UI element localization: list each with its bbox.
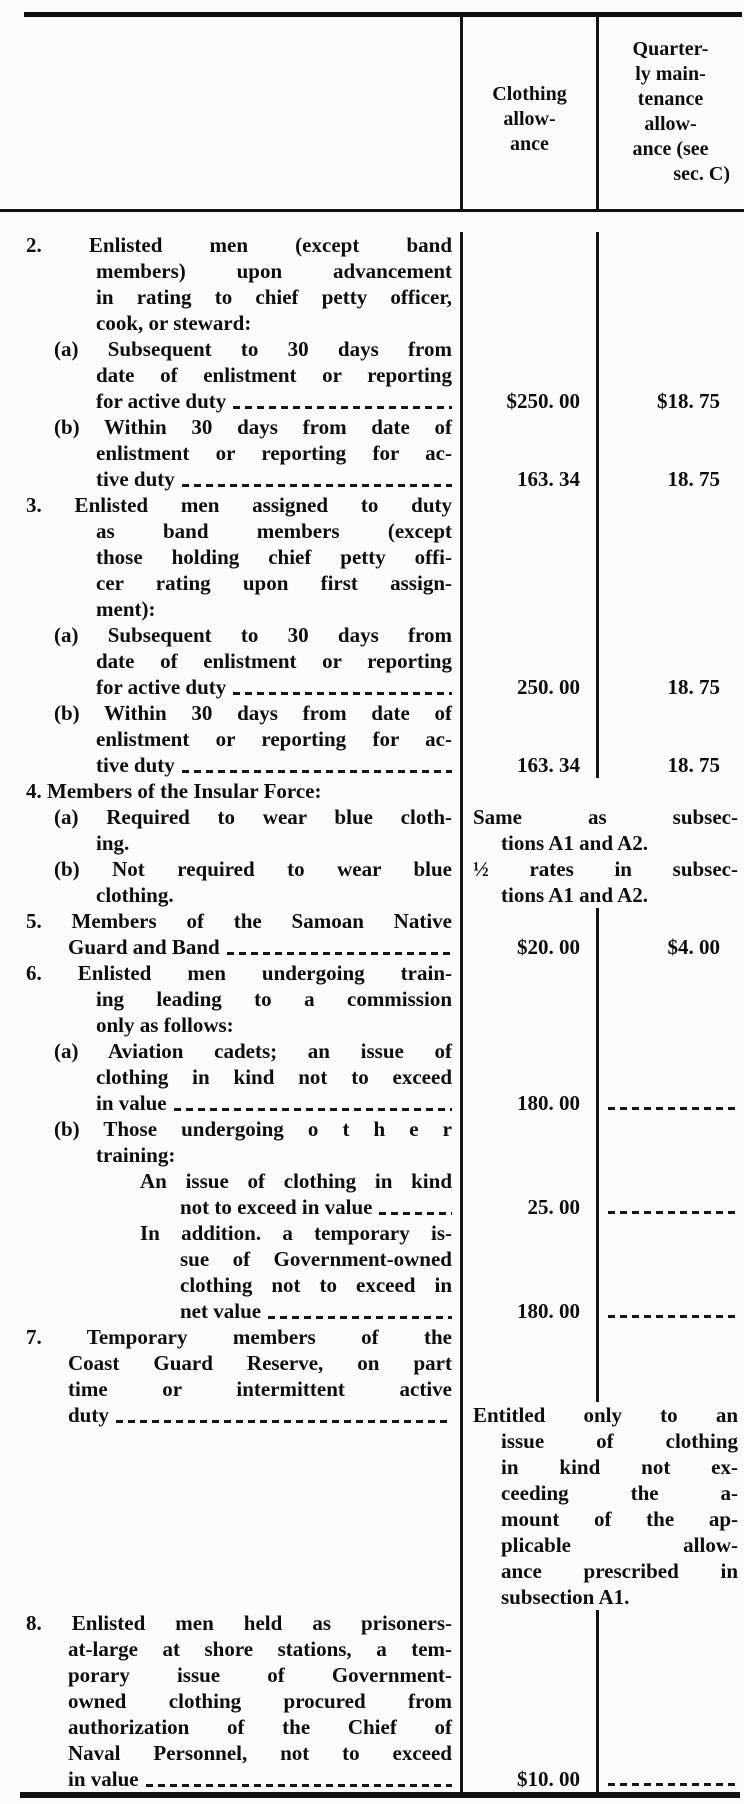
row-line: 8. Enlisted men held as prisoners- (26, 1611, 452, 1635)
item-3-header-row (0, 492, 744, 622)
row-line: those holding chief petty offi- (96, 545, 452, 569)
row-description (0, 778, 460, 804)
span-note-line: Same as subsec- (473, 805, 738, 829)
row-description (0, 232, 460, 336)
row-description (0, 336, 460, 414)
row-line: clothing. (96, 883, 174, 907)
item-7-upper-row (0, 1324, 744, 1402)
clothing-allowance-value: 163. 34 (517, 753, 580, 777)
maintenance-allowance-value: 18. 75 (667, 753, 720, 777)
spanning-note-cell (460, 778, 744, 804)
row-description (0, 1402, 460, 1610)
maintenance-allowance-cell (596, 492, 744, 622)
blank-entry-dash-leader (608, 1211, 738, 1214)
maintenance-allowance-value: 18. 75 (667, 467, 720, 491)
row-line (0, 1090, 452, 1116)
row-line: date of enlistment or reporting (96, 363, 452, 387)
row-line: clothing not to exceed in (180, 1273, 452, 1297)
row-line (0, 1194, 452, 1220)
span-note-line: ceeding the a- (501, 1481, 738, 1505)
item-6b-1-row (0, 1168, 744, 1220)
row-line-text: in value (68, 1767, 139, 1791)
item-2b-row (0, 414, 744, 492)
spanning-note-cell (460, 1402, 744, 1610)
row-description (0, 1220, 460, 1324)
item-4-header-row (0, 778, 744, 804)
dotted-leader (233, 406, 452, 409)
maintenance-allowance-cell (596, 1038, 744, 1116)
row-line: porary issue of Government- (68, 1663, 452, 1687)
row-line: 4. Members of the Insular Force: (26, 779, 322, 803)
row-description (0, 908, 460, 960)
header-line: Quarter- (632, 38, 709, 60)
item-2-header-row (0, 232, 744, 336)
row-line: clothing in kind not to exceed (96, 1065, 452, 1089)
row-description (0, 1610, 460, 1792)
dotted-leader (182, 484, 452, 487)
clothing-allowance-cell (460, 232, 596, 336)
maintenance-allowance-cell (596, 908, 744, 960)
row-line-text: tive duty (96, 467, 175, 491)
blank-entry-dash-leader (608, 1315, 738, 1318)
item-2a-row (0, 336, 744, 414)
clothing-allowance-cell (460, 492, 596, 622)
header-line: allow- (644, 113, 697, 135)
row-line: 3. Enlisted men assigned to duty (26, 493, 452, 517)
row-line: enlistment or reporting for ac- (96, 727, 452, 751)
row-line-text: in value (96, 1091, 167, 1115)
dotted-leader (227, 952, 452, 955)
row-description (0, 1116, 460, 1168)
row-line (0, 934, 452, 960)
row-line: ment): (96, 597, 156, 621)
maintenance-allowance-value: $4. 00 (667, 935, 720, 959)
clothing-allowance-value: $20. 00 (517, 935, 580, 959)
table-body (0, 212, 744, 1792)
span-note-line: plicable allow- (501, 1533, 738, 1557)
item-6-header-row (0, 960, 744, 1038)
clothing-allowance-value: 250. 00 (517, 675, 580, 699)
row-line: ing leading to a commission (96, 987, 452, 1011)
row-line: An issue of clothing in kind (140, 1169, 452, 1193)
spanning-note-cell (460, 856, 744, 908)
row-line (0, 1402, 452, 1428)
maintenance-allowance-cell (596, 336, 744, 414)
clothing-allowance-value: 180. 00 (517, 1091, 580, 1115)
row-line-text: Guard and Band (68, 935, 220, 959)
row-description (0, 492, 460, 622)
span-note-line: subsection A1. (501, 1585, 630, 1609)
item-7-lower-row (0, 1402, 744, 1610)
row-line: (a) Aviation cadets; an issue of (54, 1039, 452, 1063)
row-line: as band members (except (96, 519, 452, 543)
maintenance-allowance-value: $18. 75 (657, 389, 720, 413)
row-line: (a) Subsequent to 30 days from (54, 623, 452, 647)
header-clothing-allowance (460, 17, 596, 209)
item-6b-2-row (0, 1220, 744, 1324)
row-line-text: for active duty (96, 675, 227, 699)
clothing-allowance-cell (460, 960, 596, 1038)
maintenance-allowance-value: 18. 75 (667, 675, 720, 699)
row-line-text: for active duty (96, 389, 227, 413)
row-line: time or intermittent active (68, 1377, 452, 1401)
row-description (0, 700, 460, 778)
row-line: ing. (96, 831, 130, 855)
maintenance-allowance-cell (596, 1610, 744, 1792)
clothing-allowance-cell (460, 1038, 596, 1116)
header-line: ly main- (635, 63, 706, 85)
row-line: owned clothing procured from (68, 1689, 452, 1713)
maintenance-allowance-cell (596, 622, 744, 700)
span-note-line: tions A1 and A2. (501, 883, 649, 907)
header-line: ance (see (632, 138, 709, 160)
row-description (0, 960, 460, 1038)
row-line: enlistment or reporting for ac- (96, 441, 452, 465)
row-line: 6. Enlisted men undergoing train- (26, 961, 452, 985)
blank-entry-dash-leader (608, 1783, 738, 1786)
row-line-text: duty (68, 1403, 109, 1427)
row-line-text: not to exceed in value (180, 1195, 373, 1219)
clothing-allowance-cell (460, 336, 596, 414)
row-line: 7. Temporary members of the (26, 1325, 452, 1349)
row-line: (a) Subsequent to 30 days from (54, 337, 452, 361)
maintenance-allowance-cell (596, 1116, 744, 1168)
row-line: (b) Not required to wear blue (54, 857, 452, 881)
row-line (0, 752, 452, 778)
row-line-text: tive duty (96, 753, 175, 777)
blank-entry-dash-leader (608, 1107, 738, 1110)
row-line: authorization of the Chief of (68, 1715, 452, 1739)
span-note-line: tions A1 and A2. (501, 831, 649, 855)
row-line (0, 674, 452, 700)
maintenance-allowance-cell (596, 414, 744, 492)
span-note-line: Entitled only to an (473, 1403, 738, 1427)
maintenance-allowance-cell (596, 700, 744, 778)
row-description (0, 804, 460, 856)
clothing-allowance-cell (460, 1324, 596, 1402)
clothing-allowance-value: 180. 00 (517, 1299, 580, 1323)
span-note-line: mount of the ap- (501, 1507, 738, 1531)
span-note-line: issue of clothing (501, 1429, 738, 1453)
row-description (0, 622, 460, 700)
dotted-leader (146, 1784, 452, 1787)
row-line: cer rating upon first assign- (96, 571, 452, 595)
row-line (0, 466, 452, 492)
dotted-leader (233, 692, 452, 695)
maintenance-allowance-cell (596, 960, 744, 1038)
clothing-allowance-cell (460, 908, 596, 960)
row-line: only as follows: (96, 1013, 234, 1037)
item-5-row (0, 908, 744, 960)
clothing-allowance-cell (460, 1220, 596, 1324)
row-line: (b) Within 30 days from date of (54, 701, 452, 725)
maintenance-allowance-cell (596, 1324, 744, 1402)
clothing-allowance-cell (460, 1116, 596, 1168)
clothing-allowance-value: 163. 34 (517, 467, 580, 491)
row-description (0, 1168, 460, 1220)
header-line: sec. C) (673, 163, 730, 185)
span-note-line: ½ rates in subsec- (473, 857, 738, 881)
header-line: ance (510, 132, 549, 155)
clothing-allowance-cell (460, 622, 596, 700)
item-3b-row (0, 700, 744, 778)
row-line: In addition. a temporary is- (140, 1221, 452, 1245)
clothing-allowance-value: $10. 00 (517, 1767, 580, 1791)
item-8-row (0, 1610, 744, 1792)
dotted-leader (116, 1420, 452, 1423)
header-stub-cell (0, 17, 460, 209)
row-description (0, 856, 460, 908)
row-line: sue of Government-owned (180, 1247, 452, 1271)
item-4a-row (0, 804, 744, 856)
clothing-allowance-cell (460, 1610, 596, 1792)
spanning-note-cell (460, 804, 744, 856)
row-description (0, 1324, 460, 1402)
span-note-line: ance prescribed in (501, 1559, 738, 1583)
row-line: date of enlistment or reporting (96, 649, 452, 673)
header-line: tenance (637, 88, 704, 110)
row-line (0, 1298, 452, 1324)
dotted-leader (268, 1316, 452, 1319)
row-line: at-large at shore stations, a tem- (68, 1637, 452, 1661)
row-line: members) upon advancement (96, 259, 452, 283)
row-line (0, 1766, 452, 1792)
clothing-allowance-cell (460, 700, 596, 778)
clothing-allowance-value: $250. 00 (506, 389, 580, 413)
header-line: Clothing (492, 82, 567, 105)
maintenance-allowance-cell (596, 1168, 744, 1220)
item-6a-row (0, 1038, 744, 1116)
table-header-row (0, 17, 744, 212)
header-line: allow- (503, 107, 556, 130)
row-line: Coast Guard Reserve, on part (68, 1351, 452, 1375)
row-line: training: (96, 1143, 176, 1167)
maintenance-allowance-cell (596, 232, 744, 336)
clothing-allowance-cell (460, 1168, 596, 1220)
item-3a-row (0, 622, 744, 700)
dotted-leader (174, 1108, 452, 1111)
row-line: in rating to chief petty officer, (96, 285, 452, 309)
row-line: Naval Personnel, not to exceed (68, 1741, 452, 1765)
row-line-text: net value (180, 1299, 262, 1323)
table-bottom-rule (20, 1792, 740, 1798)
row-line: (b) Those undergoing o t h e r (54, 1117, 452, 1141)
row-description (0, 414, 460, 492)
clothing-allowance-value: 25. 00 (527, 1195, 580, 1219)
item-6b-header-row (0, 1116, 744, 1168)
dotted-leader (182, 770, 452, 773)
dotted-leader (379, 1212, 452, 1215)
row-line: (a) Required to wear blue cloth- (54, 805, 452, 829)
row-line (0, 388, 452, 414)
span-note-line: in kind not ex- (501, 1455, 738, 1479)
header-quarterly-maintenance-allowance (596, 17, 744, 209)
clothing-allowance-cell (460, 414, 596, 492)
row-description (0, 1038, 460, 1116)
row-line: cook, or steward: (96, 311, 252, 335)
row-line: 2. Enlisted men (except band (26, 233, 452, 257)
row-line: (b) Within 30 days from date of (54, 415, 452, 439)
maintenance-allowance-cell (596, 1220, 744, 1324)
row-line: 5. Members of the Samoan Native (26, 909, 452, 933)
item-4b-row (0, 856, 744, 908)
